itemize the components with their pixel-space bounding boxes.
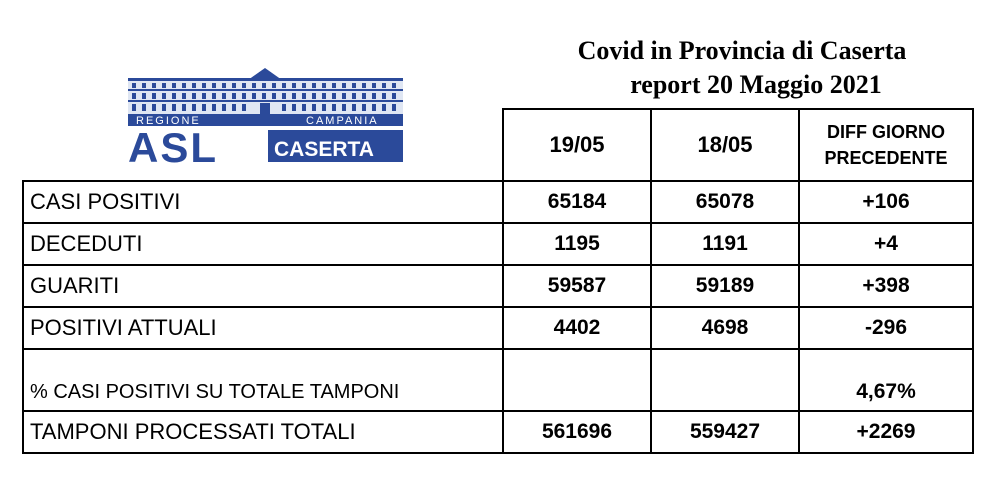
title-line-2: report 20 Maggio 2021 [630, 70, 882, 99]
row-value-19-05: 65184 [503, 181, 651, 223]
table-row [23, 181, 973, 223]
row-value-diff: +106 [799, 181, 973, 223]
covid-report-table [22, 108, 974, 454]
row-value-diff: +4 [799, 223, 973, 265]
header-diff-line-2: PRECEDENTE [824, 148, 948, 168]
row-label: POSITIVI ATTUALI [23, 307, 503, 349]
row-value-diff: +398 [799, 265, 973, 307]
row-value-19-05: 4402 [503, 307, 651, 349]
row-value-diff: 4,67% [799, 349, 973, 411]
logo-caserta-text: CASERTA [274, 138, 374, 161]
row-value-19-05 [503, 349, 651, 411]
logo-campania-text: CAMPANIA [306, 115, 379, 127]
report-title [500, 34, 980, 102]
table-row [23, 223, 973, 265]
logo-regione-text: REGIONE [136, 115, 201, 127]
table-row [23, 265, 973, 307]
row-value-18-05: 1191 [651, 223, 799, 265]
row-label: GUARITI [23, 265, 503, 307]
table-row [23, 411, 973, 453]
row-value-19-05: 561696 [503, 411, 651, 453]
row-value-18-05: 4698 [651, 307, 799, 349]
row-label: % CASI POSITIVI SU TOTALE TAMPONI [23, 349, 503, 411]
header-date-1: 19/05 [503, 109, 651, 181]
row-value-diff: +2269 [799, 411, 973, 453]
row-label: DECEDUTI [23, 223, 503, 265]
row-value-18-05 [651, 349, 799, 411]
header-diff-line-1: DIFF GIORNO [827, 122, 945, 142]
row-label: CASI POSITIVI [23, 181, 503, 223]
row-value-18-05: 59189 [651, 265, 799, 307]
header-date-2: 18/05 [651, 109, 799, 181]
table-row [23, 307, 973, 349]
header-diff [799, 109, 973, 181]
row-label: TAMPONI PROCESSATI TOTALI [23, 411, 503, 453]
row-value-18-05: 65078 [651, 181, 799, 223]
row-value-19-05: 59587 [503, 265, 651, 307]
title-line-1: Covid in Provincia di Caserta [577, 36, 907, 65]
table-header-row [23, 109, 973, 181]
row-value-19-05: 1195 [503, 223, 651, 265]
logo-asl-text: ASL [128, 124, 218, 164]
row-value-diff: -296 [799, 307, 973, 349]
empty-header-cell [23, 109, 503, 181]
row-value-18-05: 559427 [651, 411, 799, 453]
table-row [23, 349, 973, 411]
